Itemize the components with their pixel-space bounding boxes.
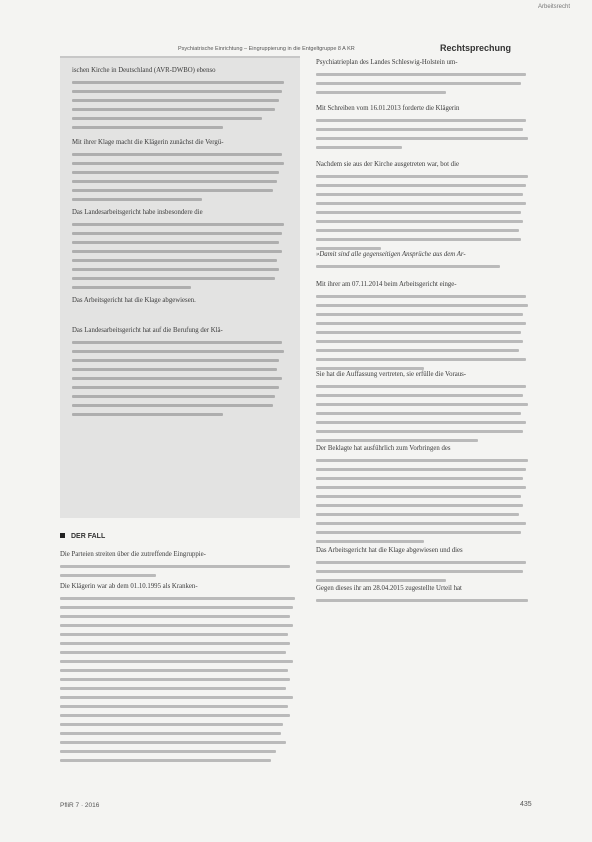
paragraph-lines <box>316 561 532 582</box>
body-paragraph <box>316 160 532 250</box>
paragraph-text: ischen Kirche in Deutschland (AVR-DWBO) ebenso <box>72 67 216 74</box>
box-paragraph <box>72 66 288 129</box>
body-paragraph <box>316 58 532 94</box>
summary-box <box>60 56 300 518</box>
paragraph-text: Die Parteien streiten über die zutreffende Eingruppie- <box>60 551 206 558</box>
paragraph-lines <box>316 385 532 442</box>
page-number: 435 <box>520 801 532 808</box>
paragraph-lines <box>316 175 532 250</box>
body-paragraph <box>316 584 532 602</box>
paragraph-text: Mit ihrer am 07.11.2014 beim Arbeitsgericht einge- <box>316 281 457 288</box>
paragraph-text: »Damit sind alle gegenseitigen Ansprüche aus dem Ar- <box>316 251 466 258</box>
body-paragraph <box>316 546 532 582</box>
paragraph-lines <box>72 153 288 201</box>
body-paragraph <box>316 444 532 543</box>
paragraph-text: Der Beklagte hat ausführlich zum Vorbringen des <box>316 445 451 452</box>
paragraph-text: Psychiatrieplan des Landes Schleswig-Holstein um- <box>316 59 458 66</box>
paragraph-text: Das Landesarbeitsgericht habe insbesondere die <box>72 209 203 216</box>
paragraph-text: Gegen dieses ihr am 28.04.2015 zugestellte Urteil hat <box>316 585 462 592</box>
box-paragraph <box>72 208 288 289</box>
section-title: Rechtsprechung <box>440 43 512 53</box>
header-tag: Arbeitsrecht <box>537 4 570 10</box>
body-paragraph <box>60 582 300 762</box>
paragraph-lines <box>316 295 532 370</box>
box-paragraph <box>72 296 288 305</box>
paragraph-lines <box>316 459 532 543</box>
body-paragraph <box>60 550 300 577</box>
paragraph-text: Das Arbeitsgericht hat die Klage abgewiesen und dies <box>316 547 463 554</box>
section-heading <box>60 533 105 540</box>
paragraph-text: Nachdem sie aus der Kirche ausgetreten war, bot die <box>316 161 459 168</box>
paragraph-lines <box>316 265 532 268</box>
running-header: Psychiatrische Einrichtung – Eingruppierung in die Entgeltgruppe 8 A KR <box>178 46 355 52</box>
quote-paragraph <box>316 250 532 268</box>
paragraph-text: Sie hat die Auffassung vertreten, sie erfülle die Voraus- <box>316 371 467 378</box>
paragraph-text: Das Landesarbeitsgericht hat auf die Berufung der Klä- <box>72 327 223 334</box>
section-heading-text: DER FALL <box>71 533 106 540</box>
paragraph-lines <box>60 565 300 577</box>
body-paragraph <box>316 280 532 370</box>
paragraph-text: Das Arbeitsgericht hat die Klage abgewiesen. <box>72 297 196 304</box>
paragraph-lines <box>72 81 288 129</box>
body-paragraph <box>316 104 532 149</box>
box-paragraph <box>72 138 288 201</box>
paragraph-text: Die Klägerin war ab dem 01.10.1995 als Kranken- <box>60 583 198 590</box>
paragraph-lines <box>72 223 288 289</box>
paragraph-text: Mit Schreiben vom 16.01.2013 forderte die Klägerin <box>316 105 460 112</box>
paragraph-text: Mit ihrer Klage macht die Klägerin zunächst die Vergü- <box>72 139 224 146</box>
box-paragraph <box>72 326 288 416</box>
paragraph-lines <box>72 341 288 416</box>
body-paragraph <box>316 370 532 442</box>
paragraph-lines <box>316 119 532 149</box>
footer-journal: PfliR 7 · 2016 <box>60 802 100 809</box>
paragraph-lines <box>316 73 532 94</box>
paragraph-lines <box>316 599 532 602</box>
paragraph-lines <box>60 597 300 762</box>
square-bullet-icon <box>60 533 65 538</box>
